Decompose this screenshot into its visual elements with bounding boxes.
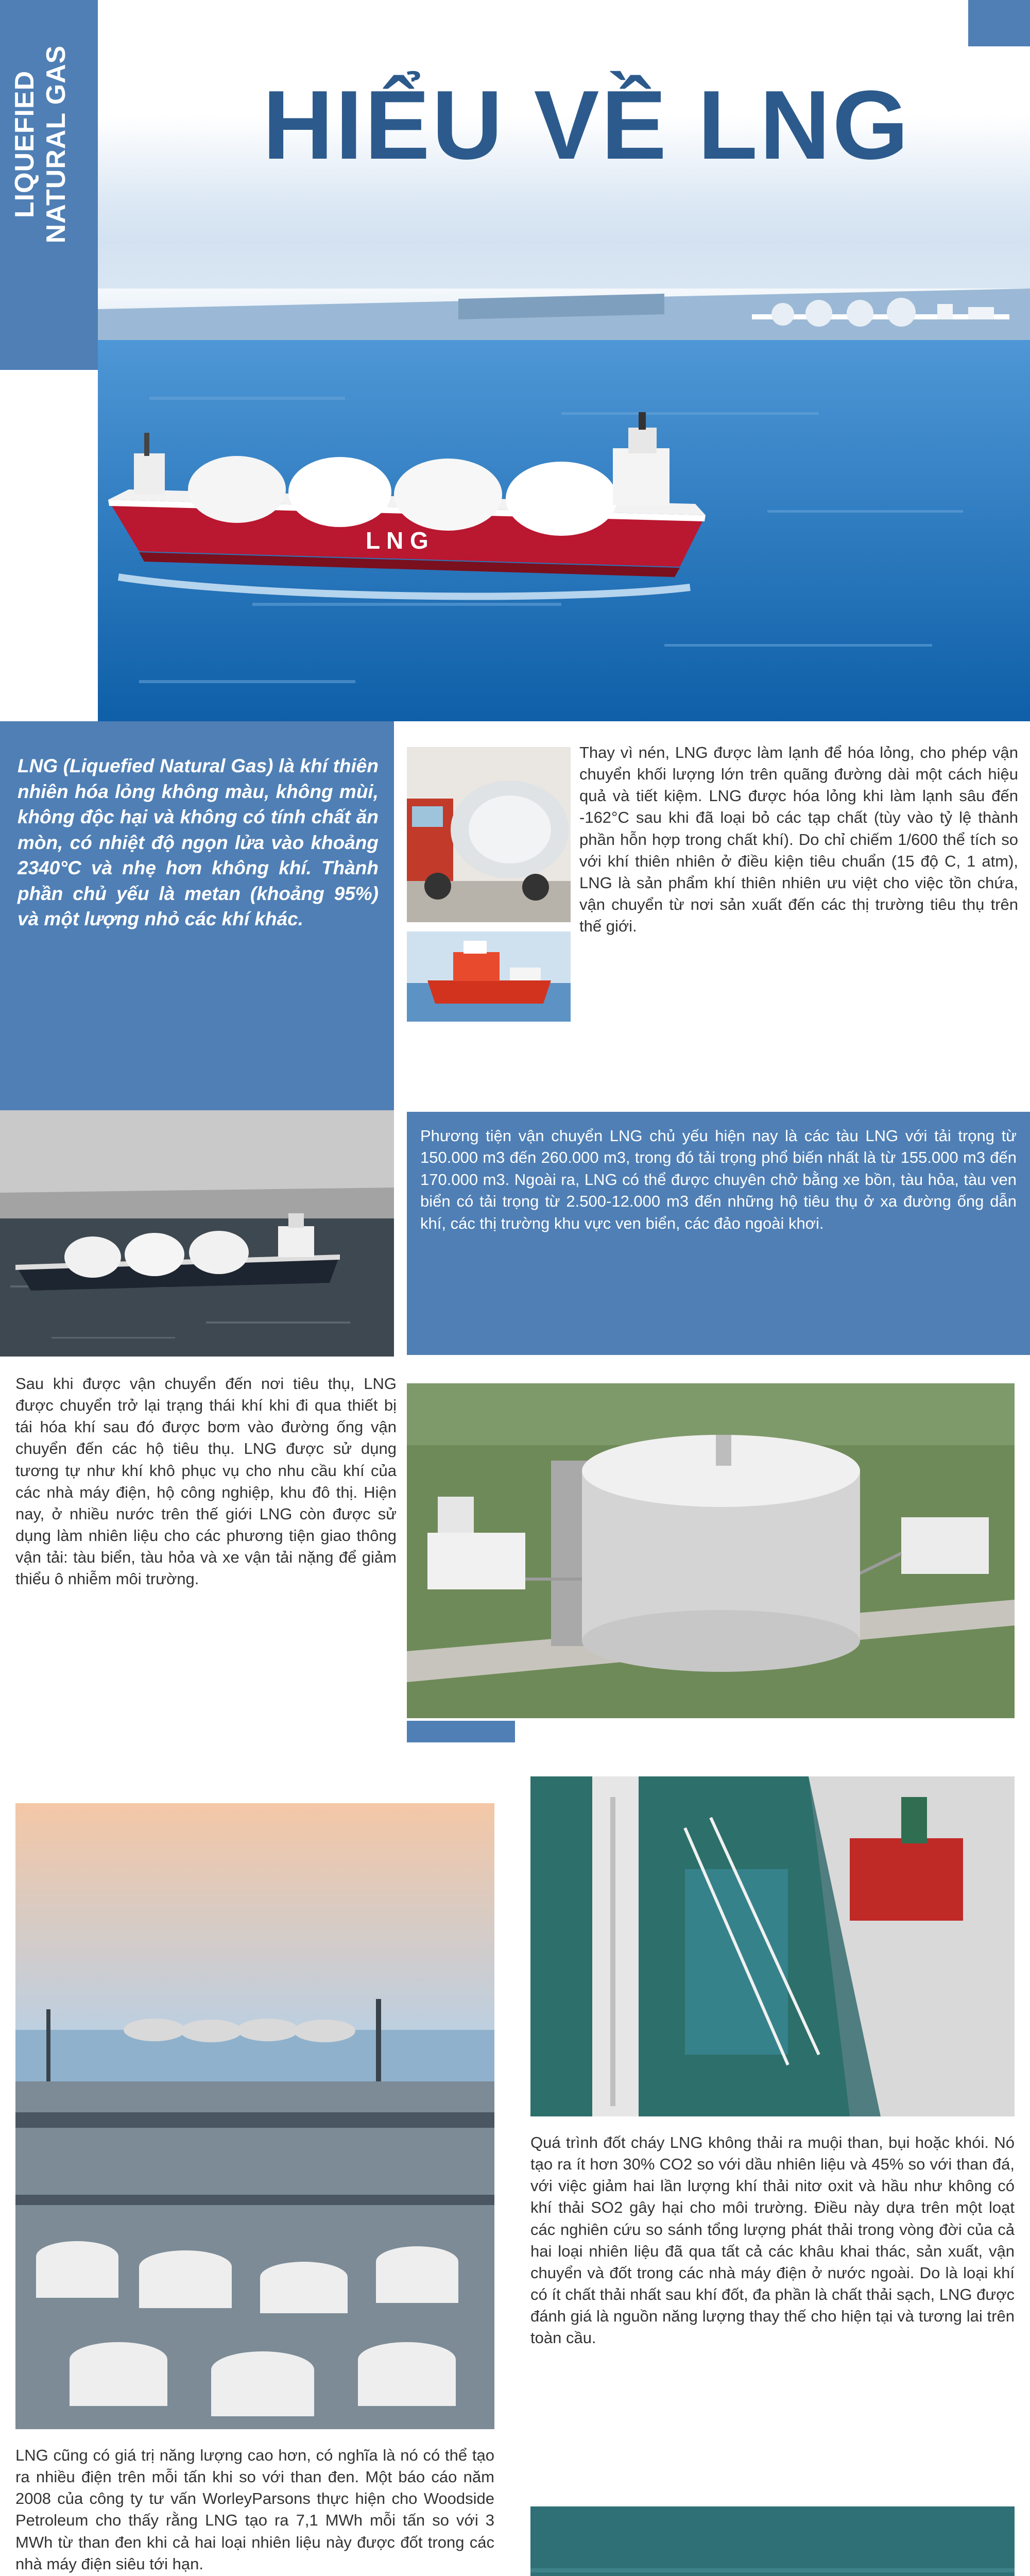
terminal-tank-photo [407,1383,1015,1718]
truck-photo [407,747,571,922]
industrial-coast-photo [15,1803,494,2429]
ship-crane-photo [530,1776,1015,2116]
hero-ship-photo [98,242,1030,721]
transport-box [407,1112,1030,1355]
text-energy-value: LNG cũng có giá trị năng lượng cao hơn, có nghĩa là nó có thể tạo ra nhiều điện trên mỗi tấn khi so với than đen. Một báo cáo năm 2008 của công ty tư vấn WorleyParsons thực hiện cho Woodside Petroleum cho thấy rằng LNG tạo ra 7,1 MWh mỗi tấn so với 3 MWh từ than đen khi cả hai loại nhiên liệu này được đốt trong các nhà máy điện siêu tới hạn. [15,2446,494,2573]
text-liquefaction: Thay vì nén, LNG được làm lạnh để hóa lỏng, cho phép vận chuyển khối lượng lớn trên quãng đường dài một cách hiệu quả và tiết kiệm. LNG được hóa lỏng khi làm lạnh sâu đến -162°C sau khi đã loại bỏ các tạp chất (tùy vào tỷ lệ thành phần hỗn hợp trong chất khí). Do chỉ chiếm 1/600 thể tích so với khí thiên nhiên ở điều kiện tiêu chuẩn (15 độ C, 1 atm), LNG là sản phẩm khí thiên nhiên ưu việt cho việc tồn chứa, vận chuyển từ nơi sản xuất đến các thị trường tiêu thụ trên thế giới. [579,743,1018,936]
section3-accent [407,1721,515,1742]
intro-text: LNG (Liquefied Natural Gas) là khí thiên nhiên hóa lỏng không màu, không mùi, không độc hại và không có tính chất ăn mòn, có nhiệt độ ngọn lửa vào khoảng 2340°C và nhẹ hơn không khí. Thành phần chủ yếu là metan (khoảng 95%) và một lượng nhỏ các khí khác. [18,755,379,930]
small-carrier-photo [530,2506,1015,2576]
intro-box [0,721,394,1123]
side-label-line1: LIQUEFIED [10,70,40,218]
transport-text: Phương tiện vận chuyển LNG chủ yếu hiện nay là các tàu LNG với tải trọng từ 150.000 m3 đến 260.000 m3, trong đó tải trọng phổ biến nhất là từ 155.000 m3 đến 170.000 m3. Ngoài ra, LNG có thể được chuyên chở bằng xe bồn, tàu hỏa, tàu ven biển có tải trọng từ 2.500-12.000 m3 đến những hộ tiêu thụ ở xa đường ống dẫn khí, các thị trường khu vực ven biển, các đảo ngoài khơi. [420,1127,1017,1232]
ship-lettering: L N G [366,527,428,554]
text-regasification: Sau khi được vận chuyển đến nơi tiêu thụ, LNG được chuyển trở lại trạng thái khí khi đi qua thiết bị tái hóa khí sau đó được bơm vào đường ống vận chuyển đến các hộ tiêu thụ. LNG được sử dụng tương tự như khí khô phục vụ cho nhu cầu khí của các nhà máy điện, hộ công nghiệp, khu đô thị. Hiện nay, ở nhiều nước trên thế giới LNG còn được sử dụng làm nhiên liệu cho các phương tiện giao thông vận tải: tàu biển, tàu hỏa và xe vận tải nặng để giảm thiểu ô nhiễm môi trường. [15,1375,397,1588]
side-label-line2: NATURAL GAS [41,45,72,244]
text-emissions: Quá trình đốt cháy LNG không thải ra muội than, bụi hoặc khói. Nó tạo ra ít hơn 30% CO2 so với dầu nhiên liệu và 45% so với than đá, với việc giảm hai lần lượng khí thải nitơ oxit và hầu như không có khí thải SO2 gây hại cho môi trường. Điều này dựa trên một loạt các nghiên cứu so sánh tổng lượng phát thải trong vòng đời của cả hai loại nhiên liệu đã qua tất cả các khâu khai thác, sản xuất, vận chuyển và đốt trong các nhà máy điện ở nước ngoài. Do là loại khí có ít chất thải nhất sau khí đốt, đa phần là chất thải sạch, LNG được đánh giá là nguồn năng lượng thay thế cho hiện tại và tương lai trên toàn cầu. [530,2133,1015,2347]
carrier-photo [0,1110,394,1357]
side-label [9,0,73,289]
page-title: HIỂU VỀ LNG [263,71,911,180]
rescue-ship-photo [407,931,571,1022]
top-right-accent [968,0,1030,46]
